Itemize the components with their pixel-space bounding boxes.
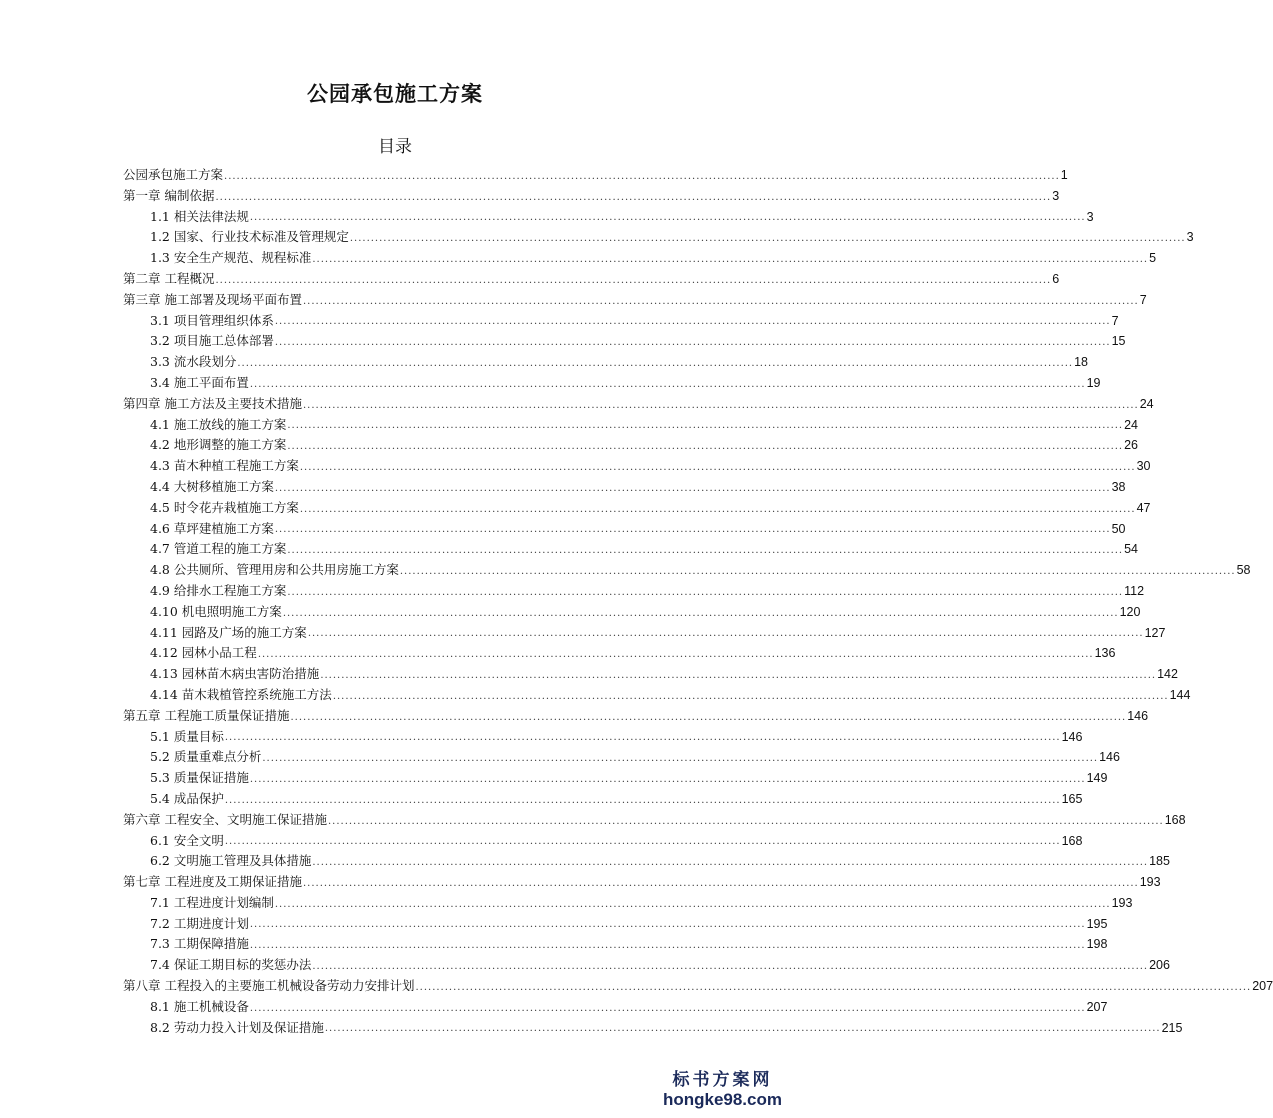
toc-entry-page: 19 bbox=[1086, 375, 1101, 390]
toc-entry-page: 193 bbox=[1111, 895, 1133, 910]
toc-entry-page: 7 bbox=[1139, 292, 1147, 307]
toc-entry-page: 165 bbox=[1061, 791, 1083, 806]
toc-entry-page: 26 bbox=[1124, 438, 1139, 453]
toc-entry[interactable] bbox=[123, 893, 1133, 914]
toc-entry[interactable] bbox=[123, 851, 1170, 872]
toc-dot-leader: ........................................................................................................................................................................................................ bbox=[287, 441, 1124, 453]
toc-entry-page: 38 bbox=[1111, 479, 1126, 494]
toc-dot-leader: ........................................................................................................................................................................................................ bbox=[399, 565, 1236, 577]
toc-entry-page: 24 bbox=[1124, 417, 1139, 432]
toc-entry-page: 1 bbox=[1060, 168, 1068, 182]
toc-entry[interactable] bbox=[123, 810, 1186, 831]
toc-entry-page: 54 bbox=[1124, 542, 1139, 557]
toc-dot-leader: ........................................................................................................................................................................................................ bbox=[290, 711, 1127, 723]
toc-dot-leader: ........................................................................................................................................................................................................ bbox=[215, 191, 1052, 203]
toc-entry-label: 5.3 质量保证措施 bbox=[150, 770, 249, 786]
toc-dot-leader: ........................................................................................................................................................................................................ bbox=[302, 399, 1139, 411]
toc-dot-leader: ........................................................................................................................................................................................................ bbox=[224, 170, 1060, 182]
toc-entry-page: 144 bbox=[1169, 687, 1191, 702]
toc-entry-page: 215 bbox=[1161, 1020, 1183, 1035]
toc-dot-leader: ........................................................................................................................................................................................................ bbox=[257, 649, 1094, 661]
toc-entry[interactable] bbox=[123, 519, 1126, 540]
toc-entry[interactable] bbox=[123, 976, 1273, 997]
toc-dot-leader: ........................................................................................................................................................................................................ bbox=[274, 316, 1111, 328]
toc-entry-page: 207 bbox=[1086, 999, 1108, 1014]
toc-entry-label: 第五章 工程施工质量保证措施 bbox=[123, 707, 290, 723]
toc-entry-label: 7.4 保证工期目标的奖惩办法 bbox=[150, 957, 312, 973]
toc-entry-page: 185 bbox=[1149, 854, 1170, 869]
toc-entry-label: 4.12 园林小品工程 bbox=[150, 645, 257, 661]
toc-entry-label: 3.2 项目施工总体部署 bbox=[150, 333, 274, 349]
toc-entry-label: 7.3 工期保障措施 bbox=[150, 936, 249, 952]
toc-entry[interactable] bbox=[123, 664, 1178, 685]
toc-dot-leader: ........................................................................................................................................................................................................ bbox=[312, 253, 1149, 265]
toc-dot-leader: ........................................................................................................................................................................................................ bbox=[299, 503, 1136, 515]
toc-heading: 目录 bbox=[378, 137, 412, 157]
toc-entry-page: 3 bbox=[1052, 188, 1060, 203]
toc-entry[interactable] bbox=[123, 456, 1151, 477]
toc-entry[interactable] bbox=[123, 415, 1139, 436]
toc-dot-leader: ........................................................................................................................................................................................................ bbox=[302, 295, 1139, 307]
toc-entry[interactable] bbox=[123, 331, 1126, 352]
toc-entry-label: 7.2 工期进度计划 bbox=[150, 915, 249, 931]
toc-entry-label: 4.6 草坪建植施工方案 bbox=[150, 520, 274, 536]
toc-entry-page: 146 bbox=[1127, 708, 1149, 723]
toc-entry[interactable] bbox=[123, 685, 1191, 706]
toc-entry-label: 5.1 质量目标 bbox=[150, 728, 224, 744]
toc-entry-page: 149 bbox=[1086, 771, 1108, 786]
toc-dot-leader: ........................................................................................................................................................................................................ bbox=[302, 877, 1139, 889]
toc-entry-label: 5.2 质量重难点分析 bbox=[150, 749, 262, 765]
toc-entry-page: 24 bbox=[1139, 396, 1154, 411]
toc-entry-page: 120 bbox=[1119, 604, 1141, 619]
toc-dot-leader: ........................................................................................................................................................................................................ bbox=[320, 669, 1157, 681]
toc-entry[interactable] bbox=[123, 165, 1068, 186]
toc-entry-label: 4.1 施工放线的施工方案 bbox=[150, 416, 287, 432]
toc-entry[interactable] bbox=[123, 1018, 1183, 1039]
toc-dot-leader: ........................................................................................................................................................................................................ bbox=[307, 628, 1144, 640]
toc-dot-leader: ........................................................................................................................................................................................................ bbox=[215, 274, 1052, 286]
toc-entry-page: 15 bbox=[1111, 334, 1126, 349]
toc-entry-page: 112 bbox=[1124, 583, 1145, 598]
toc-entry-page: 50 bbox=[1111, 521, 1126, 536]
watermark bbox=[663, 1065, 782, 1110]
toc-entry-label: 7.1 工程进度计划编制 bbox=[150, 894, 274, 910]
toc-entry-label: 6.2 文明施工管理及具体措施 bbox=[150, 853, 312, 869]
toc-dot-leader: ........................................................................................................................................................................................................ bbox=[274, 898, 1111, 910]
toc-entry[interactable] bbox=[123, 394, 1154, 415]
toc-entry-page: 146 bbox=[1061, 729, 1083, 744]
toc-entry-page: 6 bbox=[1052, 271, 1060, 286]
toc-entry[interactable] bbox=[123, 435, 1139, 456]
toc-entry[interactable] bbox=[123, 352, 1089, 373]
toc-dot-leader: ........................................................................................................................................................................................................ bbox=[274, 524, 1111, 536]
toc-dot-leader: ........................................................................................................................................................................................................ bbox=[249, 1002, 1086, 1014]
toc-entry-label: 第三章 施工部署及现场平面布置 bbox=[123, 291, 302, 307]
toc-dot-leader: ........................................................................................................................................................................................................ bbox=[332, 690, 1169, 702]
watermark-url: hongke98.com bbox=[662, 1090, 782, 1109]
toc-entry-page: 3 bbox=[1086, 209, 1094, 224]
toc-entry-label: 1.1 相关法律法规 bbox=[150, 208, 249, 224]
toc-entry-label: 4.2 地形调整的施工方案 bbox=[150, 437, 287, 453]
toc-entry-label: 1.2 国家、行业技术标准及管理规定 bbox=[150, 229, 349, 245]
toc-entry[interactable] bbox=[123, 623, 1166, 644]
toc-entry-label: 8.1 施工机械设备 bbox=[150, 998, 249, 1014]
toc-entry-label: 4.7 管道工程的施工方案 bbox=[150, 541, 287, 557]
toc-entry[interactable] bbox=[123, 872, 1161, 893]
toc-dot-leader: ........................................................................................................................................................................................................ bbox=[415, 981, 1252, 993]
table-of-contents bbox=[123, 165, 1273, 1038]
toc-dot-leader: ........................................................................................................................................................................................................ bbox=[312, 857, 1149, 869]
toc-entry-page: 18 bbox=[1074, 355, 1089, 370]
toc-entry[interactable] bbox=[123, 311, 1119, 332]
watermark-name: 标书方案网 bbox=[672, 1070, 773, 1090]
toc-entry[interactable] bbox=[123, 727, 1083, 748]
toc-entry-page: 136 bbox=[1094, 646, 1116, 661]
toc-entry-page: 142 bbox=[1157, 667, 1178, 682]
toc-dot-leader: ........................................................................................................................................................................................................ bbox=[299, 461, 1136, 473]
toc-dot-leader: ........................................................................................................................................................................................................ bbox=[274, 337, 1111, 349]
toc-entry-label: 4.4 大树移植施工方案 bbox=[150, 478, 274, 494]
toc-entry[interactable] bbox=[123, 706, 1149, 727]
toc-entry-label: 6.1 安全文明 bbox=[150, 832, 224, 848]
toc-entry[interactable] bbox=[123, 248, 1157, 269]
toc-entry-label: 3.4 施工平面布置 bbox=[150, 374, 249, 390]
toc-dot-leader: ........................................................................................................................................................................................................ bbox=[327, 815, 1164, 827]
toc-entry-page: 195 bbox=[1086, 916, 1108, 931]
toc-entry-label: 4.11 园路及广场的施工方案 bbox=[150, 624, 307, 640]
toc-entry-label: 第六章 工程安全、文明施工保证措施 bbox=[123, 811, 327, 827]
toc-dot-leader: ........................................................................................................................................................................................................ bbox=[249, 919, 1086, 931]
toc-entry[interactable] bbox=[123, 955, 1170, 976]
document-title: 公园承包施工方案 bbox=[307, 82, 483, 106]
toc-entry-page: 168 bbox=[1061, 833, 1083, 848]
toc-entry-page: 193 bbox=[1139, 875, 1161, 890]
toc-dot-leader: ........................................................................................................................................................................................................ bbox=[349, 233, 1186, 245]
toc-dot-leader: ........................................................................................................................................................................................................ bbox=[224, 836, 1061, 848]
toc-entry-label: 3.3 流水段划分 bbox=[150, 354, 237, 370]
toc-entry-page: 206 bbox=[1149, 958, 1170, 973]
toc-entry-label: 第二章 工程概况 bbox=[123, 270, 215, 286]
toc-entry-page: 3 bbox=[1186, 230, 1194, 245]
toc-dot-leader: ........................................................................................................................................................................................................ bbox=[287, 545, 1124, 557]
toc-entry-page: 7 bbox=[1111, 313, 1119, 328]
toc-entry-label: 3.1 项目管理组织体系 bbox=[150, 312, 274, 328]
toc-entry-label: 4.10 机电照明施工方案 bbox=[150, 603, 282, 619]
toc-entry-page: 47 bbox=[1136, 500, 1151, 515]
toc-entry-label: 第八章 工程投入的主要施工机械设备劳动力安排计划 bbox=[123, 978, 415, 994]
toc-entry-label: 第七章 工程进度及工期保证措施 bbox=[123, 874, 302, 890]
toc-entry[interactable] bbox=[123, 227, 1194, 248]
toc-entry-label: 4.9 给排水工程施工方案 bbox=[150, 582, 287, 598]
toc-entry[interactable] bbox=[123, 934, 1108, 955]
toc-entry-page: 207 bbox=[1252, 979, 1273, 994]
toc-dot-leader: ........................................................................................................................................................................................................ bbox=[249, 940, 1086, 952]
toc-entry-page: 5 bbox=[1149, 251, 1157, 266]
toc-dot-leader: ........................................................................................................................................................................................................ bbox=[224, 732, 1061, 744]
toc-dot-leader: ........................................................................................................................................................................................................ bbox=[274, 482, 1111, 494]
toc-entry-label: 5.4 成品保护 bbox=[150, 790, 224, 806]
toc-entry-page: 30 bbox=[1136, 459, 1151, 474]
toc-dot-leader: ........................................................................................................................................................................................................ bbox=[287, 420, 1124, 432]
toc-entry[interactable] bbox=[123, 539, 1139, 560]
toc-entry-label: 第四章 施工方法及主要技术措施 bbox=[123, 395, 302, 411]
toc-entry-label: 4.5 时令花卉栽植施工方案 bbox=[150, 499, 299, 515]
toc-entry[interactable] bbox=[123, 643, 1116, 664]
toc-entry[interactable] bbox=[123, 831, 1083, 852]
toc-entry-label: 1.3 安全生产规范、规程标准 bbox=[150, 250, 312, 266]
toc-entry[interactable] bbox=[123, 914, 1108, 935]
toc-entry[interactable] bbox=[123, 997, 1108, 1018]
toc-entry[interactable] bbox=[123, 186, 1060, 207]
toc-entry[interactable] bbox=[123, 747, 1120, 768]
toc-entry-label: 4.3 苗木种植工程施工方案 bbox=[150, 458, 299, 474]
toc-entry[interactable] bbox=[123, 602, 1141, 623]
toc-entry-label: 4.8 公共厕所、管理用房和公共用房施工方案 bbox=[150, 562, 399, 578]
toc-entry-label: 公园承包施工方案 bbox=[123, 167, 224, 182]
toc-entry[interactable] bbox=[123, 290, 1147, 311]
toc-entry-page: 127 bbox=[1144, 625, 1166, 640]
toc-dot-leader: ........................................................................................................................................................................................................ bbox=[287, 586, 1124, 598]
toc-entry-page: 58 bbox=[1236, 563, 1251, 578]
toc-entry[interactable] bbox=[123, 560, 1251, 581]
toc-entry-label: 4.13 园林苗木病虫害防治措施 bbox=[150, 666, 320, 682]
toc-dot-leader: ........................................................................................................................................................................................................ bbox=[249, 378, 1086, 390]
toc-dot-leader: ........................................................................................................................................................................................................ bbox=[262, 753, 1099, 765]
toc-entry[interactable] bbox=[123, 373, 1101, 394]
toc-entry-label: 第一章 编制依据 bbox=[123, 187, 215, 203]
toc-entry[interactable] bbox=[123, 498, 1151, 519]
toc-entry[interactable] bbox=[123, 581, 1145, 602]
toc-entry[interactable] bbox=[123, 477, 1126, 498]
toc-entry[interactable] bbox=[123, 768, 1108, 789]
toc-dot-leader: ........................................................................................................................................................................................................ bbox=[282, 607, 1119, 619]
toc-dot-leader: ........................................................................................................................................................................................................ bbox=[249, 773, 1086, 785]
toc-dot-leader: ........................................................................................................................................................................................................ bbox=[249, 212, 1086, 224]
toc-entry-page: 168 bbox=[1164, 812, 1186, 827]
toc-dot-leader: ........................................................................................................................................................................................................ bbox=[312, 961, 1149, 973]
toc-entry-label: 8.2 劳动力投入计划及保证措施 bbox=[150, 1019, 324, 1035]
toc-dot-leader: ........................................................................................................................................................................................................ bbox=[324, 1023, 1161, 1035]
toc-entry-page: 146 bbox=[1099, 750, 1120, 765]
toc-entry[interactable] bbox=[123, 269, 1060, 290]
toc-dot-leader: ........................................................................................................................................................................................................ bbox=[224, 794, 1061, 806]
toc-entry-label: 4.14 苗木栽植管控系统施工方法 bbox=[150, 686, 332, 702]
toc-entry-page: 198 bbox=[1086, 937, 1108, 952]
toc-dot-leader: ........................................................................................................................................................................................................ bbox=[237, 357, 1074, 369]
toc-entry[interactable] bbox=[123, 789, 1083, 810]
toc-entry[interactable] bbox=[123, 207, 1094, 228]
